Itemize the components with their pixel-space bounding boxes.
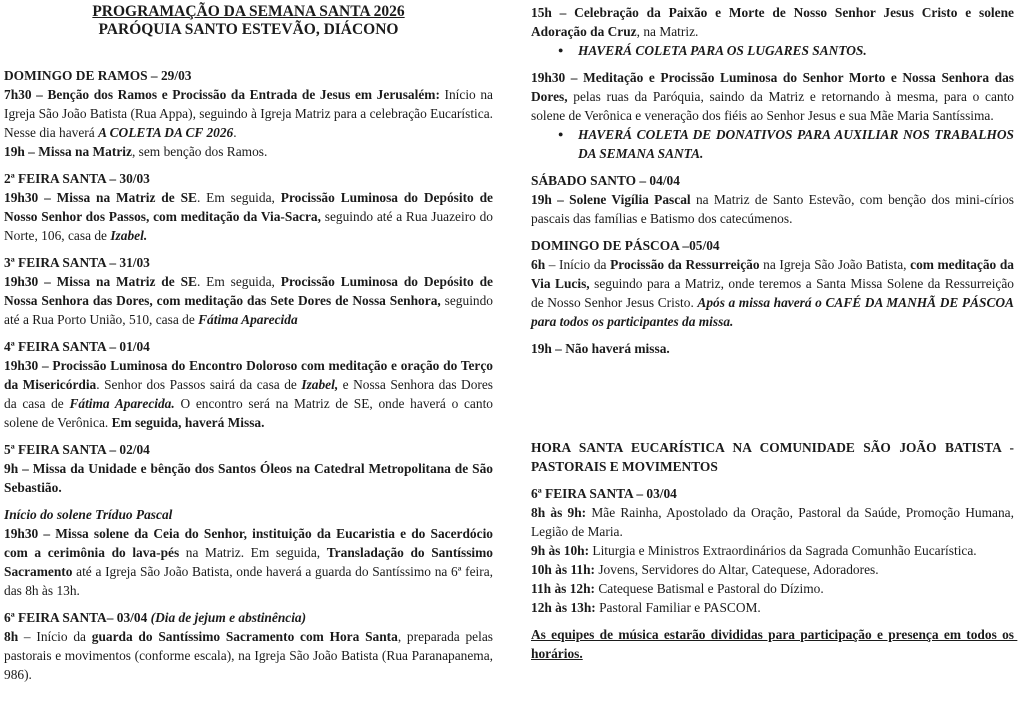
paragraph bbox=[4, 524, 497, 600]
text-run: seguindo para a Matriz, onde teremos a Santa Missa Solene da Ressurreição de Nosso Senhor Jesus Cristo. bbox=[531, 276, 1018, 310]
text-run: 19h30 – Meditação e Procissão Luminosa do Senhor Morto e Nossa Senhora das Dores, bbox=[531, 70, 1018, 104]
section-heading bbox=[4, 337, 493, 356]
paragraph bbox=[531, 255, 1018, 331]
text-run: na Matriz de Santo Estevão, com benção dos mini-círios pascais das famílias e Batismo dos catecúmenos. bbox=[531, 192, 1018, 226]
bullet-item bbox=[531, 125, 1018, 163]
text-run: 19h – Missa na Matriz bbox=[4, 144, 132, 159]
text-run: 19h – Não haverá missa. bbox=[531, 341, 670, 356]
text-run: , sem benção dos Ramos. bbox=[131, 144, 268, 159]
text-run: A COLETA DA CF 2026 bbox=[98, 125, 234, 140]
text-run: 6h bbox=[531, 257, 546, 272]
bullet-text bbox=[578, 43, 867, 58]
text-run: , na Matriz. bbox=[636, 24, 699, 39]
text-run: 7h30 – Benção dos Ramos e Procissão da Entrada de Jesus em Jerusalém: bbox=[4, 87, 440, 102]
text-run: Em seguida, haverá Missa. bbox=[111, 415, 265, 430]
text-run: até a Igreja São João Batista, onde haverá a guarda do Santíssimo na 6ª feira, das 8h às 13h. bbox=[4, 564, 497, 598]
text-run: HAVERÁ COLETA PARA OS LUGARES SANTOS. bbox=[578, 43, 867, 58]
text-run: 9h às 10h: bbox=[531, 543, 590, 558]
text-run: HAVERÁ COLETA DE DONATIVOS PARA AUXILIAR NOS TRABALHOS DA SEMANA SANTA. bbox=[578, 127, 1018, 161]
paragraph bbox=[531, 598, 1014, 617]
section-heading bbox=[4, 169, 493, 188]
section-heading bbox=[4, 608, 493, 627]
text-run: e Nossa Senhora das Dores da casa de bbox=[4, 377, 497, 411]
text-run: 2ª FEIRA SANTA – 30/03 bbox=[4, 171, 150, 186]
text-run: DOMINGO DE RAMOS – 29/03 bbox=[4, 68, 192, 83]
text-run: Jovens, Servidores do Altar, Catequese, Adoradores. bbox=[595, 562, 879, 577]
text-run: Início na Igreja São João Batista (Rua Appa), seguindo à Igreja Matriz para a celebração Eucarística. Nesse dia haverá bbox=[4, 87, 497, 140]
text-run: Início do solene Tríduo Pascal bbox=[4, 507, 173, 522]
text-run: 19h30 – Missa solene da Ceia do Senhor, instituição da Eucaristia e do Sacerdócio com a cerimônia do lava-pés bbox=[4, 526, 497, 560]
text-run: Catequese Batismal e Pastoral do Dízimo. bbox=[595, 581, 824, 596]
text-run: Pastoral Familiar e PASCOM. bbox=[595, 600, 761, 615]
text-run: 8h bbox=[4, 629, 19, 644]
text-run: – Início da bbox=[545, 257, 611, 272]
paragraph bbox=[531, 625, 1018, 663]
text-run: 19h30 – Procissão Luminosa do Encontro Doloroso com meditação e oração do Terço da Misericórdia bbox=[4, 358, 497, 392]
paragraph bbox=[531, 541, 1014, 560]
text-run: Izabel, bbox=[301, 377, 339, 392]
paragraph bbox=[4, 627, 497, 684]
text-run: 6ª FEIRA SANTA – 03/04 bbox=[531, 486, 677, 501]
text-run: 3ª FEIRA SANTA – 31/03 bbox=[4, 255, 150, 270]
text-run: Liturgia e Ministros Extraordinários da Sagrada Comunhão Eucarística. bbox=[589, 543, 977, 558]
paragraph bbox=[4, 142, 493, 161]
text-run: Procissão Luminosa do Depósito de Nossa Senhora das Dores, com meditação das Sete Dores de Nossa Senhora, bbox=[4, 274, 497, 308]
section-heading bbox=[4, 253, 493, 272]
paragraph bbox=[531, 3, 1017, 41]
text-run: . Em seguida, bbox=[196, 274, 281, 289]
section-heading bbox=[4, 66, 493, 85]
paragraph bbox=[531, 68, 1018, 125]
text-run: Após a missa haverá o CAFÉ DA MANHÃ DE PÁSCOA para todos os participantes da missa. bbox=[531, 295, 1018, 329]
text-run: 10h às 11h: bbox=[531, 562, 595, 577]
text-run: . bbox=[233, 125, 237, 140]
text-run: seguindo até a Rua Porto União, 510, casa de bbox=[4, 293, 497, 327]
text-run: 11h às 12h: bbox=[531, 581, 595, 596]
text-run: 4ª FEIRA SANTA – 01/04 bbox=[4, 339, 150, 354]
text-run: PROGRAMAÇÃO DA SEMANA SANTA 2026 bbox=[92, 3, 405, 20]
section-heading bbox=[531, 438, 1018, 476]
text-run: 15h – Celebração da Paixão e Morte de Nosso Senhor Jesus Cristo e solene Adoração da Cruz bbox=[531, 5, 1017, 39]
text-run: HORA SANTA EUCARÍSTICA NA COMUNIDADE SÃO JOÃO BATISTA - PASTORAIS E MOVIMENTOS bbox=[531, 440, 1018, 474]
text-run: DOMINGO DE PÁSCOA –05/04 bbox=[531, 238, 720, 253]
text-run: 19h30 – Missa na Matriz de SE bbox=[4, 190, 197, 205]
text-run: seguindo até a Rua Juazeiro do Norte, 106, casa de bbox=[4, 209, 497, 243]
text-run: 19h30 – Missa na Matriz de SE bbox=[4, 274, 197, 289]
section-heading bbox=[531, 484, 1014, 503]
bullet-icon: ● bbox=[558, 45, 564, 55]
paragraph bbox=[531, 560, 1014, 579]
bullet-icon: ● bbox=[558, 129, 564, 139]
text-run: 12h às 13h: bbox=[531, 600, 596, 615]
bullet-text bbox=[578, 127, 1017, 161]
text-run: Fátima Aparecida. bbox=[69, 396, 175, 411]
paragraph bbox=[531, 339, 1014, 358]
paragraph bbox=[531, 190, 1018, 228]
text-run: SÁBADO SANTO – 04/04 bbox=[531, 173, 680, 188]
text-run: guarda do Santíssimo Sacramento com Hora Santa bbox=[91, 629, 398, 644]
text-run: 8h às 9h: bbox=[531, 505, 587, 520]
text-run: As equipes de música estarão divididas para participação e presença em todos os horários. bbox=[531, 627, 1018, 661]
text-run: PARÓQUIA SANTO ESTEVÃO, DIÁCONO bbox=[98, 21, 399, 38]
text-run: Izabel. bbox=[110, 228, 148, 243]
text-run: na Matriz. Em seguida, bbox=[179, 545, 327, 560]
text-run: 9h – Missa da Unidade e bênção dos Santos Óleos na Catedral Metropolitana de São Sebastião. bbox=[4, 461, 497, 495]
text-run: – Início da bbox=[18, 629, 92, 644]
text-run: , preparada pelas pastorais e movimentos (conforme escala), na Igreja São João Batista (Rua Paranapanema, 986). bbox=[4, 629, 497, 682]
text-run: Procissão da Ressurreição bbox=[610, 257, 760, 272]
text-run: na Igreja São João Batista, bbox=[759, 257, 911, 272]
section-heading bbox=[531, 171, 1014, 190]
section-heading bbox=[531, 236, 1014, 255]
paragraph bbox=[4, 272, 497, 329]
text-run: 5ª FEIRA SANTA – 02/04 bbox=[4, 442, 150, 457]
paragraph bbox=[4, 459, 497, 497]
text-run: com meditação da Via Lucis, bbox=[531, 257, 1018, 291]
text-run: 6ª FEIRA SANTA– 03/04 bbox=[4, 610, 151, 625]
text-run: Fátima Aparecida bbox=[198, 312, 298, 327]
text-run: O encontro será na Matriz de SE, onde haverá o canto solene de Verônica. bbox=[4, 396, 497, 430]
text-run: Procissão Luminosa do Depósito de Nosso Senhor dos Passos, com meditação da Via-Sacra, bbox=[4, 190, 497, 224]
right-column bbox=[531, 3, 1018, 684]
text-run: . Em seguida, bbox=[196, 190, 281, 205]
section-heading bbox=[4, 440, 493, 459]
text-run: 19h – Solene Vigília Pascal bbox=[531, 192, 691, 207]
left-column bbox=[4, 3, 497, 684]
text-run: . Senhor dos Passos sairá da casa de bbox=[96, 377, 302, 392]
paragraph bbox=[4, 188, 497, 245]
text-run: pelas ruas da Paróquia, saindo da Matriz e retornando à mesma, para o canto solene de Verônica e veneração dos fiéis ao Senhor Jesus e sua Mãe Maria Santíssima. bbox=[531, 89, 1018, 123]
text-run: Transladação do Santíssimo Sacramento bbox=[4, 545, 497, 579]
paragraph bbox=[4, 356, 497, 432]
bullet-item bbox=[531, 41, 1014, 60]
document-title-line bbox=[4, 3, 493, 21]
paragraph bbox=[4, 85, 497, 142]
section-heading bbox=[4, 505, 493, 524]
paragraph bbox=[531, 503, 1018, 541]
text-run: Mãe Rainha, Apostolado da Oração, Pastoral da Saúde, Promoção Humana, Legião de Maria. bbox=[531, 505, 1018, 539]
document-title-line bbox=[4, 21, 493, 39]
text-run: (Dia de jejum e abstinência) bbox=[150, 610, 307, 625]
paragraph bbox=[531, 579, 1014, 598]
